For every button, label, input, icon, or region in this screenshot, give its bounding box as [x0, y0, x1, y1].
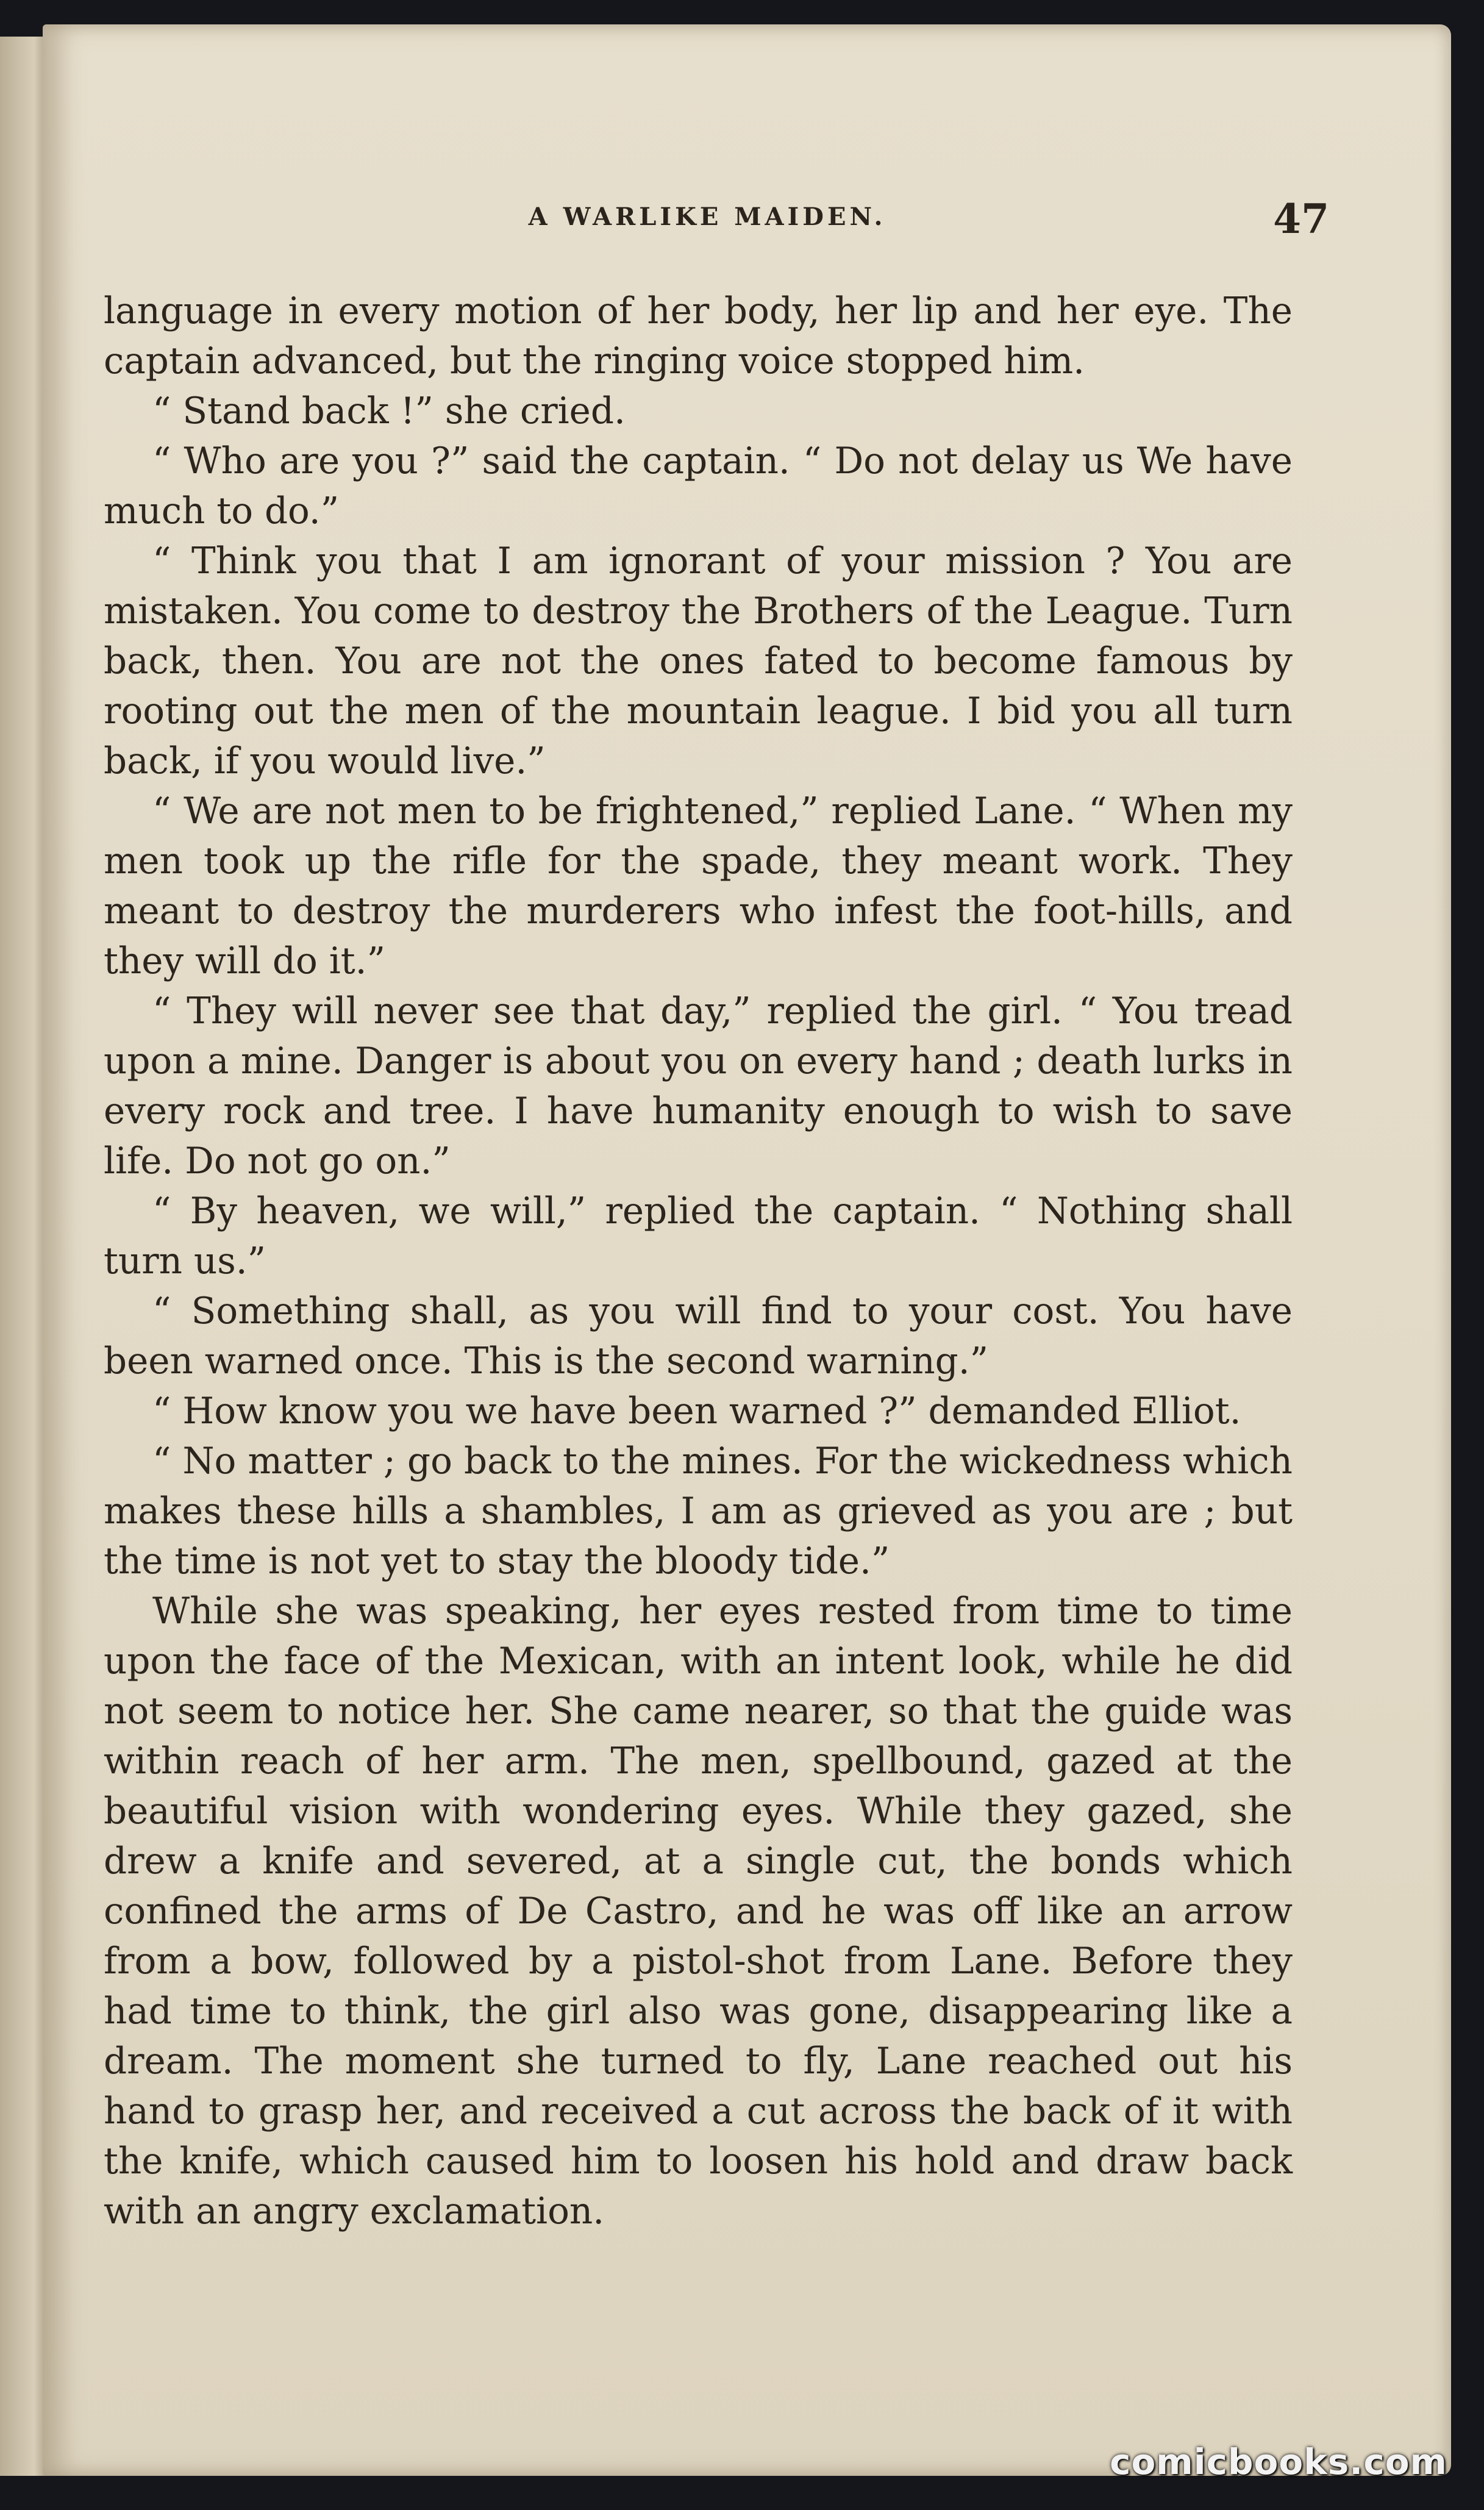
- paragraph: “ No matter ; go back to the mines. For the wickedness which makes these hills a shambles, I am as grieved as you are ; but the time is not yet to stay the bloody tide.”: [104, 1440, 1293, 1582]
- paragraph: “ Stand back !” she cried.: [152, 390, 626, 432]
- paragraph: “ Something shall, as you will find to your cost. You have been warned once. This is the second warning.”: [104, 1290, 1293, 1382]
- paragraph: “ They will never see that day,” replied the girl. “ You tread upon a mine. Danger is about you on every hand ; death lurks in every rock and tree. I have humanity enough to wish to save life. Do not go on.”: [104, 990, 1293, 1182]
- paragraph: language in every motion of her body, her lip and her eye. The captain advanced, but the ringing voice stopped him.: [104, 290, 1293, 382]
- paragraph: “ By heaven, we will,” replied the captain. “ Nothing shall turn us.”: [104, 1190, 1293, 1282]
- previous-page-edge: [0, 37, 49, 2476]
- paragraph: “ We are not men to be frightened,” replied Lane. “ When my men took up the rifle for the spade, they meant work. They meant to destroy the murderers who infest the foot-hills, and they will do it.”: [104, 790, 1293, 982]
- paragraph: “ Think you that I am ignorant of your mission ? You are mistaken. You come to destroy the Brothers of the League. Turn back, then. You are not the ones fated to become famous by rooting out the men of the mountain league. I bid you all turn back, if you would live.”: [104, 540, 1293, 782]
- page-header: [104, 195, 1329, 250]
- watermark: comicbooks.com: [1110, 2441, 1447, 2483]
- paragraph: While she was speaking, her eyes rested from time to time upon the face of the Mexican, with an intent look, while he did not seem to notice her. She came nearer, so that the guide was within reach of her arm. The men, spellbound, gazed at the beautiful vision with wondering eyes. While they gazed, she drew a knife and severed, at a single cut, the bonds which confined the arms of De Castro, and he was off like an arrow from a bow, followed by a pistol-shot from Lane. Before they had time to think, the girl also was gone, disappearing like a dream. The moment she turned to fly, Lane reached out his hand to grasp her, and received a cut across the back of it with the knife, which caused him to loosen his hold and draw back with an angry exclamation.: [104, 1590, 1293, 2233]
- paragraph: “ Who are you ?” said the captain. “ Do not delay us We have much to do.”: [104, 440, 1293, 532]
- page-number: 47: [1273, 195, 1329, 243]
- body-text: [104, 287, 1293, 2237]
- paragraph: “ How know you we have been warned ?” demanded Elliot.: [152, 1390, 1241, 1432]
- running-head: A WARLIKE MAIDEN.: [528, 202, 886, 231]
